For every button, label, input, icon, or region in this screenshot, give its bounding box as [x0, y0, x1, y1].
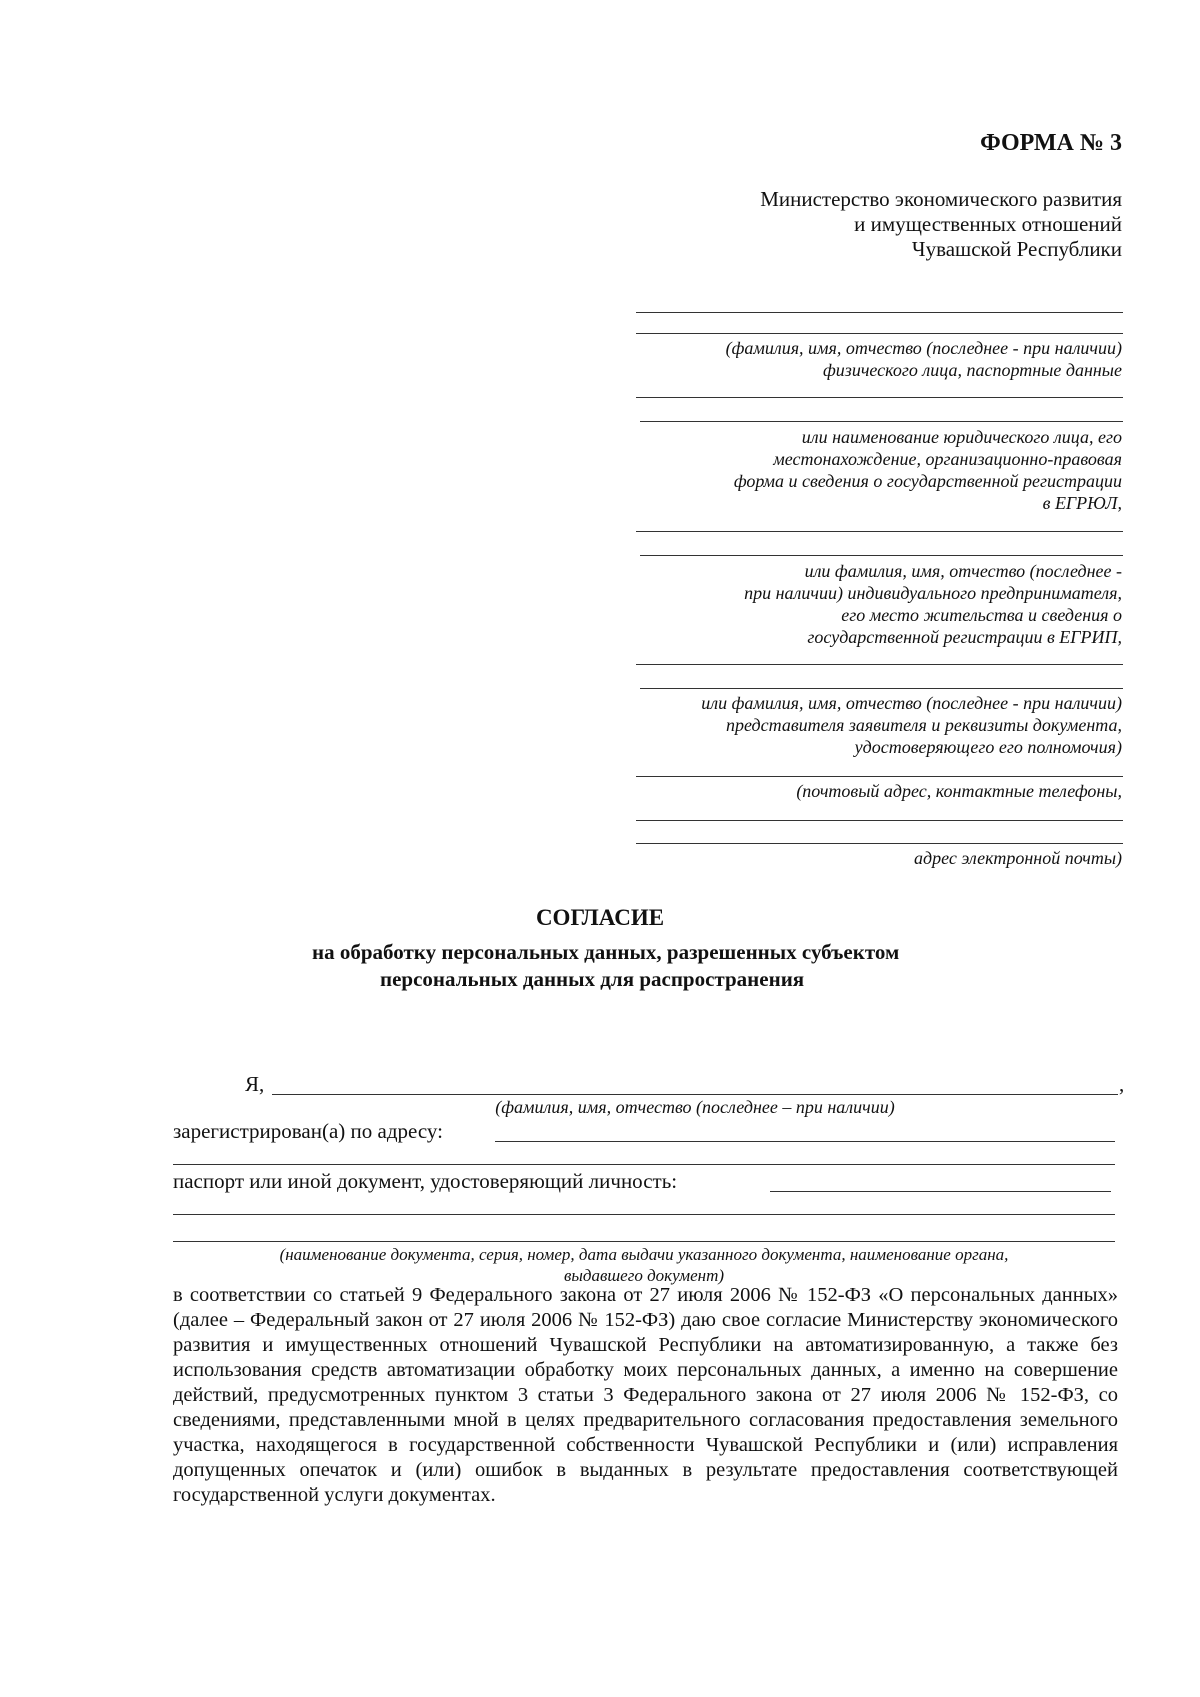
applicant-representative-line-2[interactable] — [640, 688, 1123, 689]
ministry-line: и имущественных отношений — [854, 212, 1122, 236]
caption-name: (фамилия, имя, отчество (последнее - при наличии) физического лица, паспортные данные — [725, 338, 1122, 380]
applicant-name-line[interactable] — [636, 312, 1123, 313]
form-number: ФОРМА № 3 — [980, 130, 1122, 156]
ministry-line: Министерство экономического развития — [760, 187, 1122, 211]
passport-field-3[interactable] — [173, 1241, 1115, 1242]
comma: , — [1119, 1072, 1125, 1096]
contact-line[interactable] — [636, 820, 1123, 821]
caption-individual-entrepreneur: или фамилия, имя, отчество (последнее - при наличии) индивидуального предпринимателя, его место жительства и сведения о государственной регистрации в ЕГРИП, — [744, 561, 1122, 647]
ministry-addressee — [760, 187, 1122, 262]
i-label: Я, — [245, 1072, 265, 1096]
email-line[interactable] — [636, 843, 1123, 844]
caption-postal: (почтовый адрес, контактные телефоны, — [796, 781, 1122, 801]
fio-field[interactable] — [272, 1094, 1118, 1095]
applicant-name-line-2[interactable] — [636, 333, 1123, 334]
caption-legal-entity: или наименование юридического лица, его местонахождение, организационно-правовая форма и сведения о государственной регистрации в ЕГРЮЛ, — [733, 427, 1122, 513]
caption-email: адрес электронной почты) — [914, 848, 1122, 868]
applicant-legal-line[interactable] — [636, 397, 1123, 398]
document-caption-line2: выдавшего документ) — [563, 1266, 725, 1285]
address-label: зарегистрирован(а) по адресу: — [173, 1119, 443, 1143]
address-field-2[interactable] — [173, 1164, 1115, 1165]
applicant-representative-line[interactable] — [636, 664, 1123, 665]
passport-field-2[interactable] — [173, 1214, 1115, 1215]
document-subtitle-line2: персональных данных для распространения — [380, 967, 805, 991]
document-subtitle-line1: на обработку персональных данных, разрешенных субъектом — [312, 940, 900, 964]
document-title: СОГЛАСИЕ — [535, 905, 665, 930]
passport-field[interactable] — [770, 1191, 1111, 1192]
document-caption-line1: (наименование документа, серия, номер, дата выдачи указанного документа, наименование органа, — [279, 1245, 1009, 1264]
postal-address-line[interactable] — [636, 776, 1123, 777]
applicant-ip-line-2[interactable] — [640, 555, 1123, 556]
applicant-legal-line-2[interactable] — [640, 421, 1123, 422]
fio-caption: (фамилия, имя, отчество (последнее – при наличии) — [495, 1097, 895, 1117]
passport-label: паспорт или иной документ, удостоверяющий личность: — [173, 1169, 678, 1193]
applicant-ip-line[interactable] — [636, 531, 1123, 532]
document-caption — [173, 1244, 1115, 1286]
caption-representative: или фамилия, имя, отчество (последнее - при наличии) представителя заявителя и реквизиты документа, удостоверяющего его полномочия) — [701, 693, 1122, 757]
consent-paragraph: в соответствии со статьей 9 Федерального закона от 27 июля 2006 № 152-ФЗ «О персональных данных» (далее – Федеральный закон от 27 июля 2006 № 152-ФЗ) даю свое согласие Министерству экономического развития и имущественных отношений Чувашской Республики на автоматизированную, а также без использования средств автоматизации обработку моих персональных данных, а именно на совершение действий, предусмотренных пунктом 3 статьи 3 Федерального закона от 27 июля 2006 № 152-ФЗ, со сведениями, представленными мной в целях предварительного согласования предоставления земельного участка, находящегося в государственной собственности Чувашской Республики и (или) исправления допущенных опечаток и (или) ошибок в выданных в результате предоставления соответствующей государственной услуги документах. — [173, 1284, 1118, 1506]
ministry-line: Чувашской Республики — [911, 237, 1122, 261]
address-field[interactable] — [495, 1141, 1115, 1142]
